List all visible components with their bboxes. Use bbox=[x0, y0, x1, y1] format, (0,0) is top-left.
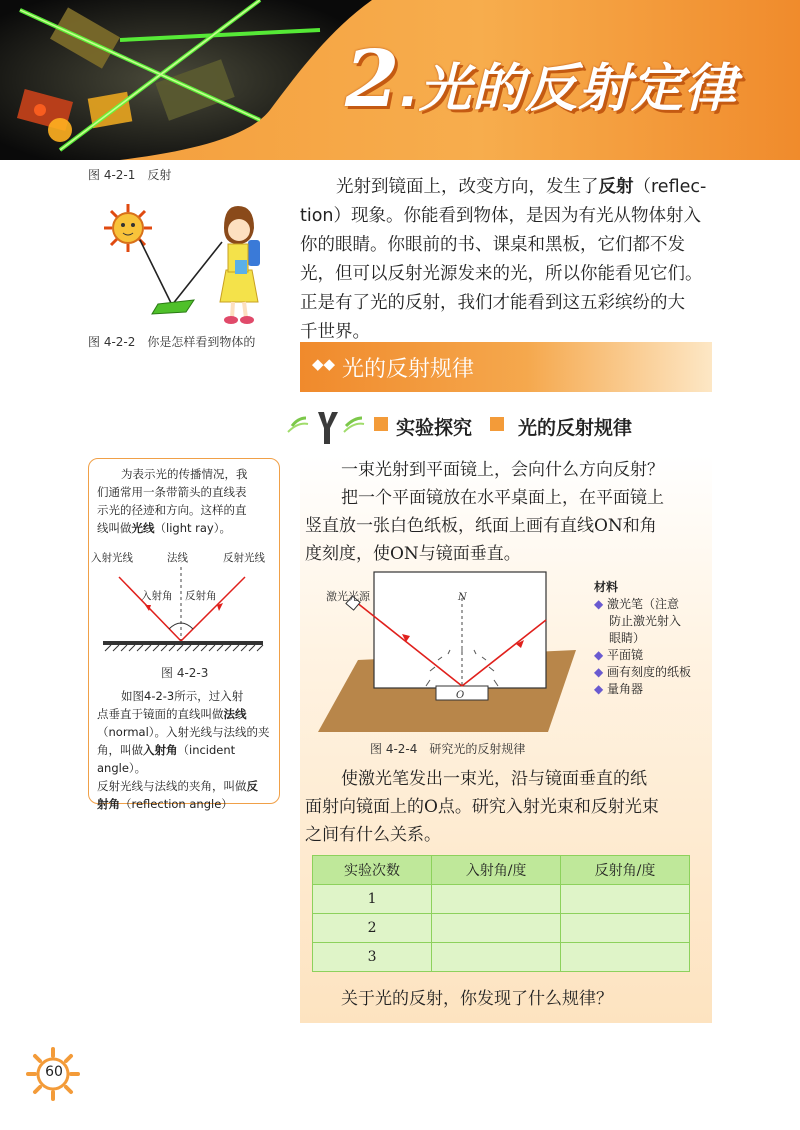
mirror-surface bbox=[103, 641, 263, 645]
section-title: 光的反射规律 bbox=[342, 357, 475, 382]
label-normal: 法线 bbox=[167, 552, 188, 564]
header-photo bbox=[0, 0, 372, 160]
materials-item-1-cont2: 眼睛） bbox=[609, 631, 646, 645]
chapter-number: 2 bbox=[345, 34, 400, 125]
figure-caption-4-2-1: 图 4-2-1 反射 bbox=[88, 168, 172, 182]
sun-icon bbox=[104, 204, 152, 252]
section-heading-bar bbox=[300, 342, 712, 392]
figure-caption-4-2-4: 图 4-2-4 研究光的反射规律 bbox=[370, 742, 526, 756]
sidebar-line-1: 为表示光的传播情况，我 bbox=[121, 467, 248, 481]
expl-line-2a: 点垂直于镜面的直线叫做 bbox=[97, 707, 224, 721]
procedure-line-2: 面射向镜面上的O点。研究入射光束和反射光束 bbox=[305, 797, 659, 817]
table-cell-reflection[interactable] bbox=[561, 943, 690, 972]
sidebar-line-2: 们通常用一条带箭头的直线表 bbox=[97, 485, 247, 499]
table-cell-incident[interactable] bbox=[432, 885, 561, 914]
table-cell-incident[interactable] bbox=[432, 914, 561, 943]
sidebar-explanation bbox=[97, 687, 275, 813]
point-o-label: O bbox=[456, 690, 465, 701]
intro-line-3: 你的眼睛。你眼前的书、课桌和黑板，它们都不发 bbox=[300, 235, 685, 255]
figure-4-2-3-diagram bbox=[89, 547, 279, 665]
intro-line-4: 光，但可以反射光源发来的光，所以你能看见它们。 bbox=[300, 264, 703, 284]
table-header: 实验次数 bbox=[313, 856, 432, 885]
table-cell-incident[interactable] bbox=[432, 943, 561, 972]
sidebar-line-3: 示光的径迹和方向。这样的直 bbox=[97, 503, 247, 517]
experiment-question: 一束光射到平面镜上，会向什么方向反射？ bbox=[341, 460, 664, 480]
expl-line-4b: （incident angle）。 bbox=[97, 743, 236, 775]
intro-line-1b: （reflec- bbox=[633, 177, 707, 197]
figure-caption-4-2-2: 图 4-2-2 你是怎样看到物体的 bbox=[88, 335, 256, 349]
materials-list bbox=[594, 579, 691, 698]
setup-line-3: 度刻度，使ON与镜面垂直。 bbox=[305, 544, 521, 564]
tag-square-icon bbox=[374, 417, 388, 431]
expl-line-4a: 角，叫做 bbox=[97, 743, 143, 757]
diamond-bullet-icon: ◆ bbox=[594, 682, 608, 696]
experiment-tag-icon bbox=[284, 404, 374, 448]
expl-line-5a: 反射光线与法线的夹角，叫做 bbox=[97, 779, 247, 793]
experiment-procedure-text bbox=[305, 765, 715, 849]
figure-caption-4-2-3: 图 4-2-3 bbox=[161, 666, 209, 680]
expl-line-1: 如图4-2-3所示，过入射 bbox=[121, 689, 244, 703]
normal-n-label: N bbox=[458, 592, 467, 603]
intro-line-6: 千世界。 bbox=[300, 322, 370, 342]
table-header: 反射角/度 bbox=[561, 856, 690, 885]
term-reflection: 反射 bbox=[598, 177, 634, 197]
diamond-icon: ◆◆ bbox=[312, 355, 336, 373]
sidebar-line-4b: （light ray）。 bbox=[154, 521, 231, 535]
reflected-ray-line bbox=[181, 577, 245, 641]
term-light-ray: 光线 bbox=[131, 521, 155, 535]
diamond-bullet-icon: ◆ bbox=[594, 597, 608, 611]
term-incident-angle: 入射角 bbox=[143, 743, 178, 757]
materials-item-4: ◆ 量角器 bbox=[594, 682, 644, 696]
chapter-dot: . bbox=[399, 59, 420, 119]
page-number: 60 bbox=[45, 1064, 63, 1080]
intro-line-2: tion）现象。你能看到物体，是因为有光从物体射入 bbox=[300, 206, 702, 226]
intro-paragraph bbox=[300, 173, 715, 347]
procedure-line-3: 之间有什么关系。 bbox=[305, 825, 441, 845]
expl-line-3: （normal）。入射光线与法线的夹 bbox=[97, 725, 270, 739]
experiment-setup-text bbox=[305, 456, 715, 568]
setup-line-2: 竖直放一张白色纸板，纸面上画有直线ON和角 bbox=[305, 516, 657, 536]
term-normal: 法线 bbox=[223, 707, 247, 721]
table-cell-reflection[interactable] bbox=[561, 914, 690, 943]
laser-label: 激光光源 bbox=[326, 590, 370, 603]
table-cell-trial: 3 bbox=[313, 943, 432, 972]
figure-4-2-4-diagram bbox=[318, 568, 588, 738]
term-reflection-angle-a: 反 bbox=[246, 779, 258, 793]
closing-question: 关于光的反射，你发现了什么规律？ bbox=[341, 989, 613, 1009]
label-incident-ray: 入射光线 bbox=[91, 552, 133, 564]
label-incident-angle: 入射角 bbox=[141, 590, 173, 602]
tag-square-icon-2 bbox=[490, 417, 504, 431]
incident-ray-line bbox=[119, 577, 181, 641]
table-cell-reflection[interactable] bbox=[561, 885, 690, 914]
sidebar-line-4a: 线叫做 bbox=[97, 521, 132, 535]
table-cell-trial: 2 bbox=[313, 914, 432, 943]
chapter-title bbox=[345, 34, 738, 130]
setup-line-1: 把一个平面镜放在水平桌面上，在平面镜上 bbox=[341, 488, 664, 508]
girl-figure bbox=[220, 206, 260, 324]
sidebar-intro bbox=[97, 465, 275, 537]
white-paper-board bbox=[374, 572, 546, 688]
table-cell-trial: 1 bbox=[313, 885, 432, 914]
intro-line-5: 正是有了光的反射，我们才能看到这五彩缤纷的大 bbox=[300, 293, 685, 313]
procedure-line-1: 使激光笔发出一束光，沿与镜面垂直的纸 bbox=[341, 769, 647, 789]
chapter-name: 光的反射定律 bbox=[419, 59, 738, 119]
diamond-bullet-icon: ◆ bbox=[594, 665, 608, 679]
materials-item-2: ◆ 平面镜 bbox=[594, 648, 644, 662]
term-reflection-angle-b: 射角 bbox=[97, 797, 120, 811]
label-reflected-ray: 反射光线 bbox=[223, 552, 265, 564]
column-guide bbox=[312, 855, 426, 973]
materials-title: 材料 bbox=[594, 580, 619, 594]
diamond-bullet-icon: ◆ bbox=[594, 648, 608, 662]
intro-line-1a: 光射到镜面上，改变方向，发生了 bbox=[336, 177, 599, 197]
sidebar-note-box bbox=[88, 458, 280, 811]
materials-item-1-cont: 防止激光射入 bbox=[609, 614, 682, 628]
materials-item-3: ◆ 画有刻度的纸板 bbox=[594, 665, 692, 679]
mirror-hatching bbox=[105, 645, 263, 651]
materials-item-1: ◆ 激光笔（注意 bbox=[594, 597, 680, 611]
label-reflection-angle: 反射角 bbox=[185, 590, 217, 602]
experiment-tag-label: 实验探究 bbox=[396, 417, 473, 439]
table-header: 入射角/度 bbox=[432, 856, 561, 885]
figure-4-2-2-illustration bbox=[100, 200, 280, 330]
expl-line-6: （reflection angle） bbox=[120, 797, 233, 811]
experiment-topic: 光的反射规律 bbox=[518, 417, 633, 439]
